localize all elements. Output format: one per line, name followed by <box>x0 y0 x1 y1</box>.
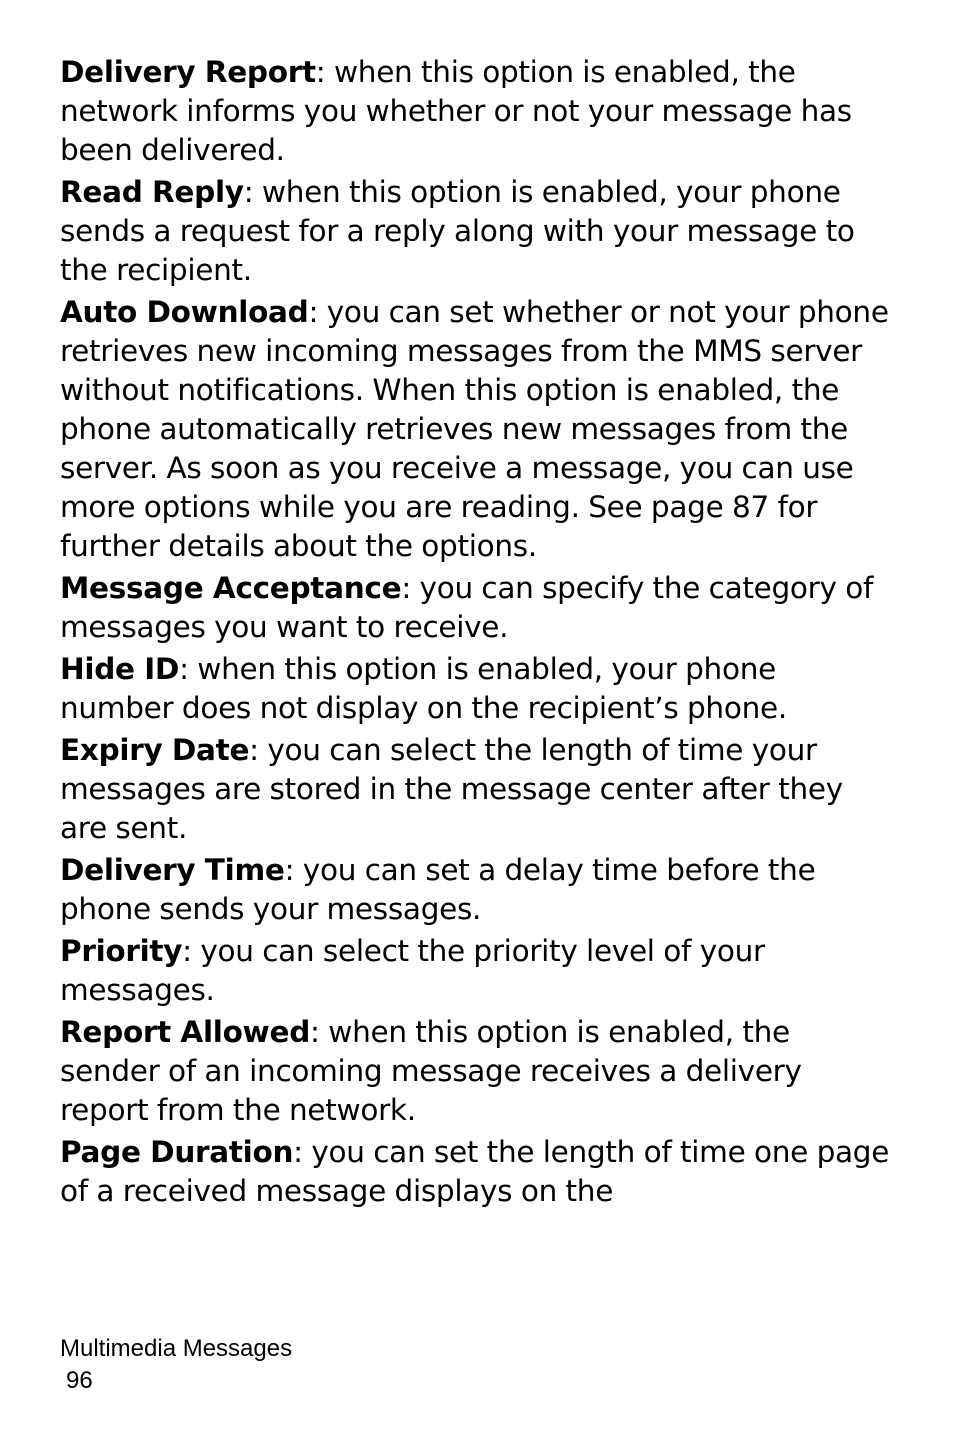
option-description: : you can select the priority level of your messages. <box>60 934 765 1007</box>
option-term: Delivery Report <box>60 55 316 89</box>
option-term: Report Allowed <box>60 1015 311 1049</box>
option-term: Message Acceptance <box>60 571 402 605</box>
option-page-duration <box>60 1133 890 1211</box>
option-description: : when this option is enabled, your phone sends a request for a reply along with your message to the recipient. <box>60 175 855 287</box>
option-term: Auto Download <box>60 295 309 329</box>
page-footer <box>60 1333 292 1397</box>
page-body <box>60 53 890 1214</box>
option-description: : you can specify the category of messages you want to receive. <box>60 571 874 644</box>
option-description: : when this option is enabled, your phone number does not display on the recipient’s phone. <box>60 652 787 725</box>
option-priority <box>60 932 890 1010</box>
option-auto-download <box>60 293 890 566</box>
option-description: : when this option is enabled, the sender of an incoming message receives a delivery report from the network. <box>60 1015 802 1127</box>
option-report-allowed <box>60 1013 890 1130</box>
option-description: : you can set the length of time one page of a received message displays on the <box>60 1135 890 1208</box>
footer-section-title: Multimedia Messages <box>60 1335 293 1362</box>
option-description: : when this option is enabled, the network informs you whether or not your message has been delivered. <box>60 55 852 167</box>
option-term: Read Reply <box>60 175 244 209</box>
option-term: Priority <box>60 934 183 968</box>
option-message-acceptance <box>60 569 890 647</box>
option-delivery-time <box>60 851 890 929</box>
option-term: Delivery Time <box>60 853 285 887</box>
option-term: Page Duration <box>60 1135 294 1169</box>
option-hide-id <box>60 650 890 728</box>
option-description: : you can set whether or not your phone retrieves new incoming messages from the MMS server without notifications. When this option is enabled, the phone automatically retrieves new messages from the server. As soon as you receive a message, you can use more options while you are reading. See page 87 for further details about the options. <box>60 295 889 563</box>
option-delivery-report <box>60 53 890 170</box>
option-expiry-date <box>60 731 890 848</box>
option-term: Expiry Date <box>60 733 250 767</box>
option-description: : you can select the length of time your messages are stored in the message center after they are sent. <box>60 733 843 845</box>
page-number: 96 <box>66 1367 93 1394</box>
option-description: : you can set a delay time before the phone sends your messages. <box>60 853 816 926</box>
option-term: Hide ID <box>60 652 180 686</box>
option-read-reply <box>60 173 890 290</box>
